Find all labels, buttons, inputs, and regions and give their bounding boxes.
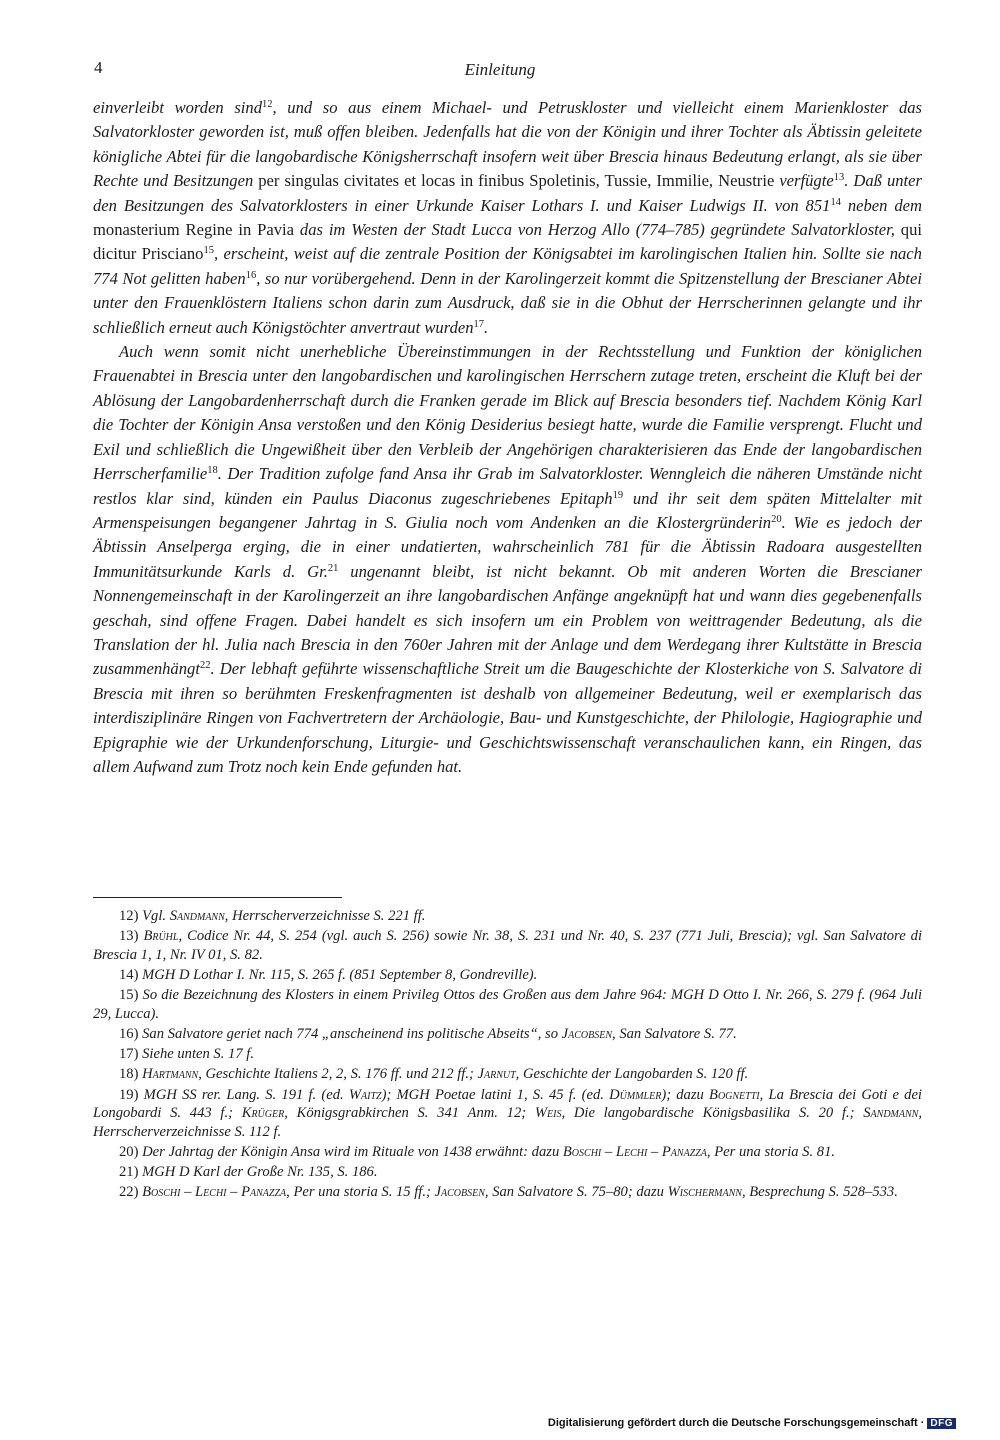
footnote-number: 13) [119,928,144,945]
footnote-text: ); dazu [661,1086,710,1103]
text-run: . [484,317,489,337]
footnote-text: , Geschichte Italiens 2, 2, S. 176 ff. und 212 ff.; [198,1066,478,1083]
author-name: Jarnut [477,1066,516,1083]
author-name: Boschi – Lechi – Panazza [562,1143,707,1160]
footnote-ref: 15 [203,245,214,257]
paragraph-1 [93,96,922,340]
latin-quote: monasterium Regine in Pavia [93,220,295,240]
footnote [93,1065,922,1084]
footnote-text: , Die langobardische Königsbasilika S. 20 f.; [561,1105,864,1122]
text-run: , und so aus einem Michael- und Petruskloster und vielleicht einem Marienkloster das Salvatorkloster geworden ist, muß offen bleiben. Jedenfalls hat die von der Königin und ihrer Tochter als Äbtissin geleitete königliche Abtei für die langobardische Königsherrschaft insofern weit über Brescia hinaus Bedeutung erlangt, als sie über Rechte und Besitzungen [93,98,923,191]
text-run: Auch wenn somit nicht unerhebliche Übereinstimmungen in der Rechtsstellung und Funktion der königlichen Frauenabtei in Brescia unter den langobardischen und karolingischen Herrschern zutage treten, erscheint die Kluft bei der Ablösung der Langobardenherrschaft durch die Franken gerade im Blick auf Brescia besonders tief. Nachdem König Karl die Tochter der Königin Ansa verstoßen und den König Desiderius besiegt hatte, wurde die Familie versprengt. Flucht und Exil und schließlich die Ungewißheit über den Verbleib der Angehörigen charakterisieren das Ende der langobardischen Herrscherfamilie [93,342,922,484]
author-name: Jacobsen [561,1025,613,1042]
footnote-number: 15) [119,987,143,1004]
footnote-ref: 14 [830,196,841,208]
footnote [93,1025,922,1044]
footnote [93,1143,922,1162]
footnote-text: MGH SS rer. Lang. S. 191 f. (ed. [143,1086,349,1103]
footnote [93,1163,922,1182]
footnote-number: 20) [119,1143,143,1160]
body-text [93,96,922,779]
footnote-text: Vgl. [142,908,170,924]
footnote-rule [93,897,342,898]
footnote [93,927,922,964]
footnote [93,1183,922,1202]
footnote-number: 19) [119,1086,144,1103]
text-run: das im Westen der Stadt Lucca von Herzog Allo (774–785) gegründete Salvatorkloster, [294,220,901,240]
footnote-text: , Königsgrabkirchen S. 341 Anm. 12; [284,1105,535,1122]
text-run: . Wie es jedoch der Äbtissin Anselperga erging, die in einer undatierten, wahrscheinlich 781 für die Äbtissin Radoara ausgestellten Immunitätsurkunde Karls d. Gr. [93,512,922,581]
footnote-text: , Herrscherverzeichnisse S. 221 ff. [224,908,426,924]
text-run: verfügte [774,171,834,191]
footnote-text: , Per una storia S. 15 ff.; [286,1184,435,1201]
footnotes [93,907,922,1203]
footnote-ref: 22 [199,660,211,672]
footnote-ref: 20 [771,513,782,525]
footnote [93,1086,922,1142]
author-name: Hartmann [142,1066,199,1083]
author-name: Jacobsen [434,1184,485,1201]
footnote-text: , Besprechung S. 528–533. [741,1184,898,1201]
dfg-logo: DFG [927,1418,956,1429]
footnote-ref: 13 [833,172,845,184]
latin-quote: qui dicitur Prisciano [93,220,922,264]
footnote-text: , Herrscherverzeichnisse S. 112 f. [93,1105,922,1140]
text-run: ungenannt bleibt, ist nicht bekannt. Ob mit anderen Worten die Brescianer Nonnengemeinschaft in der Karolingerzeit an ihre langobardischen Anfänge angeknüpft hat und wann dies gegebenenfalls geschah, sind offene Fragen. Dabei handelt es sich insofern um ein Problem von weittragender Bedeutung, als die Translation der hl. Julia nach Brescia in den 760er Jahren mit der Anlage und dem Werdegang ihrer Kultstätte in Brescia zusammenhängt [93,561,922,679]
footnote-text: , Geschichte der Langobarden S. 120 ff. [515,1066,749,1083]
footnote-text: San Salvatore geriet nach 774 „anscheinend ins politische Abseits“, so [142,1025,562,1042]
text-run: einverleibt worden sind [93,98,263,117]
footnote-text: MGH D Lothar I. Nr. 115, S. 265 f. (851 September 8, Gondreville). [142,966,538,983]
footnote-number: 12) [119,908,143,924]
text-run: . Der Tradition zufolge fand Ansa ihr Grab im Salvatorkloster. Wenngleich die näheren Umstände nicht restlos klar sind, künden ein Paulus Diaconus zugeschriebenes Epitaph [93,464,922,508]
footnote-text: , Codice Nr. 44, S. 254 (vgl. auch S. 256) sowie Nr. 38, S. 231 und Nr. 40, S. 237 (771 Juli, Brescia); vgl. San Salvatore di Brescia 1, 1, Nr. IV 01, S. 82. [93,928,923,963]
latin-quote: per singulas civitates et locas in finibus Spoletinis, Tussie, Immilie, Neustrie [258,171,775,191]
footnote-ref: 19 [612,489,624,501]
footnote-number: 21) [119,1164,143,1181]
footnote-text: , Per una storia S. 81. [706,1143,836,1160]
footnote [93,907,922,926]
footnote-text: MGH D Karl der Große Nr. 135, S. 186. [142,1164,378,1181]
footnote [93,966,922,985]
footnote-number: 16) [119,1025,143,1042]
footnote-text: , San Salvatore S. 75–80; dazu [484,1184,668,1201]
text-run: . Der lebhaft geführte wissenschaftliche Streit um die Baugeschichte der Klosterkiche von S. Salvatore di Brescia mit ihren so berühmten Freskenfragmenten ist deshalb von allgemeiner Bedeutung, weil er exemplarisch das interdisziplinäre Ringen von Fachvertretern der Archäologie, Bau- und Kunstgeschichte, der Philologie, Hagiographie und Epigraphie wie der Urkundenforschung, Liturgie- und Geschichtswissenschaft veranschaulichen kann, ein Ringen, das allem Aufwand zum Trotz noch kein Ende gefunden hat. [93,659,922,776]
author-name: Sandmann [863,1105,919,1122]
author-name: Boschi – Lechi – Panazza [142,1184,287,1201]
author-name: Brühl [143,928,179,945]
footnote-number: 18) [119,1066,143,1083]
footnote [93,1045,922,1064]
footnote-ref: 18 [207,465,218,477]
text-run: neben dem [840,195,922,215]
footnote-number: 17) [119,1046,143,1063]
footnote-ref: 17 [473,318,485,330]
footnote-text: Der Jahrtag der Königin Ansa wird im Rituale von 1438 erwähnt: dazu [142,1143,563,1160]
footnote-text: So die Bezeichnung des Klosters in einem Privileg Ottos des Großen aus dem Jahre 964: MGH D Otto I. Nr. 266, S. 279 f. (964 Juli 29, Lucca). [93,987,923,1022]
text-run: , so nur vorübergehend. Denn in der Karolingerzeit kommt die Spitzenstellung der Brescianer Abtei unter den Frauenklöstern Italiens schon darin zum Ausdruck, daß sie in die Obhut der Herrscherinnen gelangte und ihr schließlich erneut auch Königstöchter anvertraut wurden [93,268,922,337]
footnote-text: Siehe unten S. 17 f. [142,1046,254,1063]
author-name: Bognetti [709,1086,760,1103]
footnote-ref: 16 [245,269,257,281]
footnote-number: 14) [119,966,143,983]
author-name: Wischermann [667,1184,742,1201]
text-run: . Daß unter den Besitzungen des Salvatorklosters in einer Urkunde Kaiser Lothars I. und Kaiser Ludwigs II. von 851 [93,171,922,215]
footnote-text: , La Brescia dei Goti e dei Longobardi S. 443 f.; [93,1086,922,1122]
footnote [93,986,922,1023]
author-name: Dümmler [609,1086,662,1103]
author-name: Weis [534,1105,562,1122]
author-name: Waitz [348,1086,382,1103]
paragraph-2 [93,340,922,779]
author-name: Sandmann [169,908,225,924]
footnote-text: , San Salvatore S. 77. [612,1025,737,1042]
footnote-number: 22) [119,1184,143,1201]
credit-text: Digitalisierung gefördert durch die Deutsche Forschungsgemeinschaft · [547,1417,925,1429]
author-name: Krüger [241,1105,285,1122]
text-run: und ihr seit dem späten Mittelalter mit Armenspeisungen begangener Jahrtag in S. Giulia noch vom Andenken an die Klostergründerin [93,488,922,532]
text-run: , erscheint, weist auf die zentrale Position der Königsabtei im karolingischen Italien hin. Sollte sie nach 774 Not gelitten haben [93,244,922,288]
footnote-ref: 12 [262,99,273,110]
running-head: Einleitung [464,60,536,79]
footnote-text: ); MGH Poetae latini 1, S. 45 f. (ed. [381,1086,610,1103]
footnote-ref: 21 [327,562,339,574]
digitization-credit [548,1417,956,1429]
page-number: 4 [94,58,103,77]
